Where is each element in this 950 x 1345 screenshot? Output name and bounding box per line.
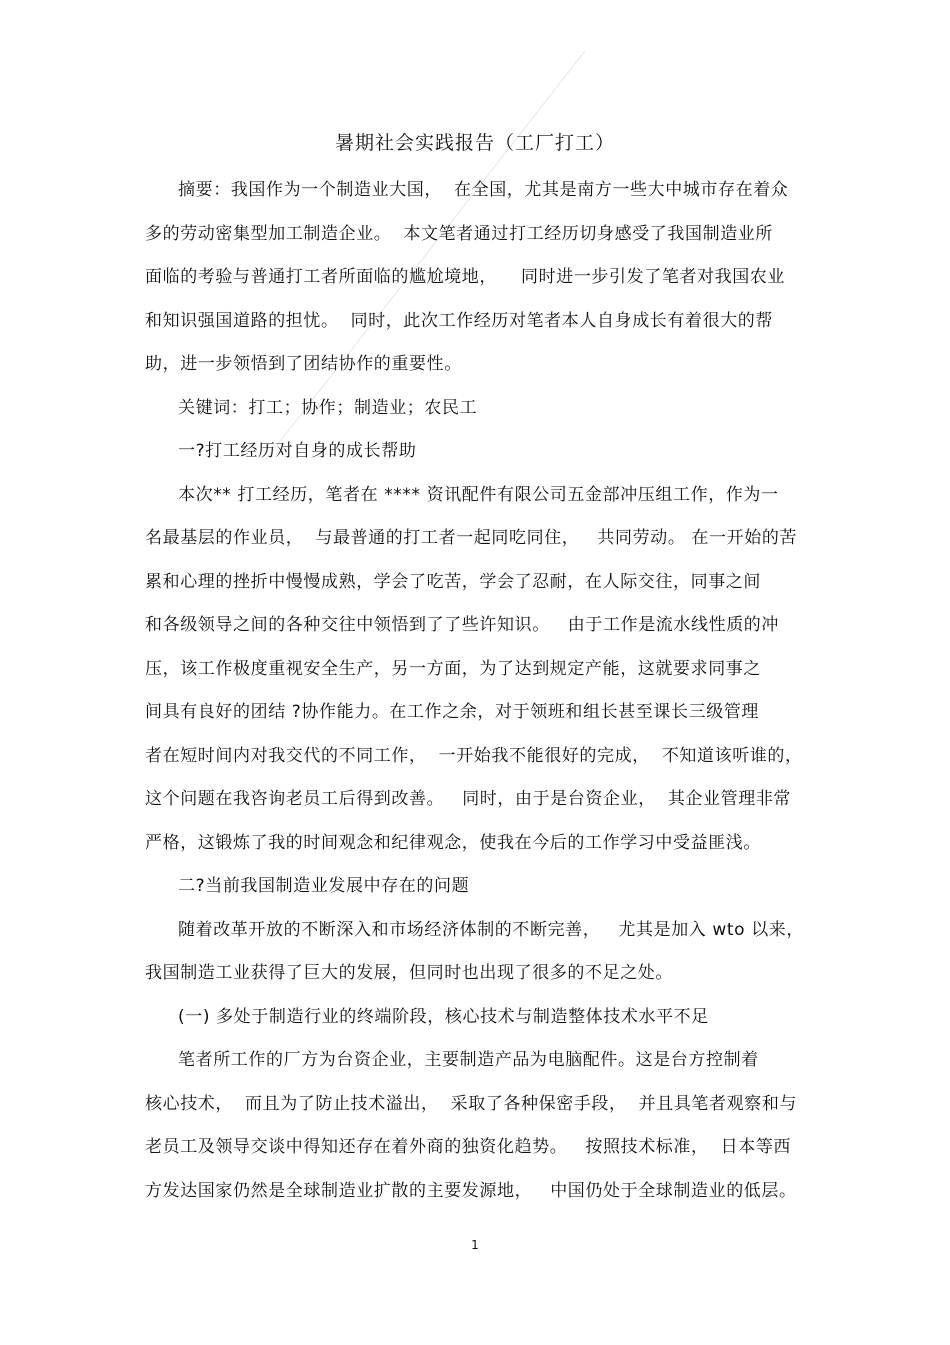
section-heading: 一?打工经历对自身的成长帮助 xyxy=(178,441,417,461)
abstract-line: 面临的考验与普通打工者所面临的尴尬境地， 同时进一步引发了笔者对我国农业 xyxy=(145,267,786,287)
body-line: 老员工及领导交谈中得知还存在着外商的独资化趋势。 按照技术标准， 日本等西 xyxy=(145,1137,792,1157)
page-number: 1 xyxy=(471,1238,479,1252)
body-line: 间具有良好的团结 ?协作能力。在工作之余，对于领班和组长甚至课长三级管理 xyxy=(145,702,760,722)
abstract-line: 助，进一步领悟到了团结协作的重要性。 xyxy=(145,354,462,374)
body-line: 压，该工作极度重视安全生产，另一方面，为了达到规定产能，这就要求同事之 xyxy=(145,659,761,679)
body-line: 累和心理的挫折中慢慢成熟，学会了吃苦，学会了忍耐，在人际交往，同事之间 xyxy=(145,572,761,592)
abstract-line: 多的劳动密集型加工制造企业。 本文笔者通过打工经历切身感受了我国制造业所 xyxy=(145,224,774,244)
body-line: 这个问题在我咨询老员工后得到改善。 同时，由于是台资企业， 其企业管理非常 xyxy=(145,789,792,809)
document-title: 暑期社会实践报告（工厂打工） xyxy=(334,132,615,154)
body-line: 名最基层的作业员， 与最普通的打工者一起同吃同住， 共同劳动。 在一开始的苦 xyxy=(145,528,798,548)
body-line: 随着改革开放的不断深入和市场经济体制的不断完善， 尤其是加入 wto 以来， xyxy=(178,920,804,940)
body-line: 和各级领导之间的各种交往中领悟到了了些许知识。 由于工作是流水线性质的冲 xyxy=(145,615,780,635)
abstract-line: 和知识强国道路的担忧。 同时，此次工作经历对笔者本人自身成长有着很大的帮 xyxy=(145,311,774,331)
body-line: 本次** 打工经历，笔者在 **** 资讯配件有限公司五金部冲压组工作，作为一 xyxy=(178,485,779,505)
subsection-heading: (一) 多处于制造行业的终端阶段，核心技术与制造整体技术水平不足 xyxy=(178,1007,709,1027)
body-line: 者在短时间内对我交代的不同工作， 一开始我不能很好的完成， 不知道该听谁的， xyxy=(145,746,803,766)
abstract-line: 摘要：我国作为一个制造业大国， 在全国，尤其是南方一些大中城市存在着众 xyxy=(178,180,789,200)
body-line: 我国制造工业获得了巨大的发展，但同时也出现了很多的不足之处。 xyxy=(145,963,673,983)
body-line: 方发达国家仍然是全球制造业扩散的主要发源地， 中国仍处于全球制造业的低层。 xyxy=(145,1181,797,1201)
body-line: 笔者所工作的厂方为台资企业，主要制造产品为电脑配件。这是台方控制着 xyxy=(178,1050,759,1070)
body-line: 核心技术， 而且为了防止技术溢出， 采取了各种保密手段， 并且具笔者观察和与 xyxy=(145,1094,798,1114)
body-line: 严格，这锻炼了我的时间观念和纪律观念，使我在今后的工作学习中受益匪浅。 xyxy=(145,833,761,853)
keywords-line: 关键词：打工；协作；制造业；农民工 xyxy=(178,398,478,418)
section-heading: 二?当前我国制造业发展中存在的问题 xyxy=(178,876,470,896)
